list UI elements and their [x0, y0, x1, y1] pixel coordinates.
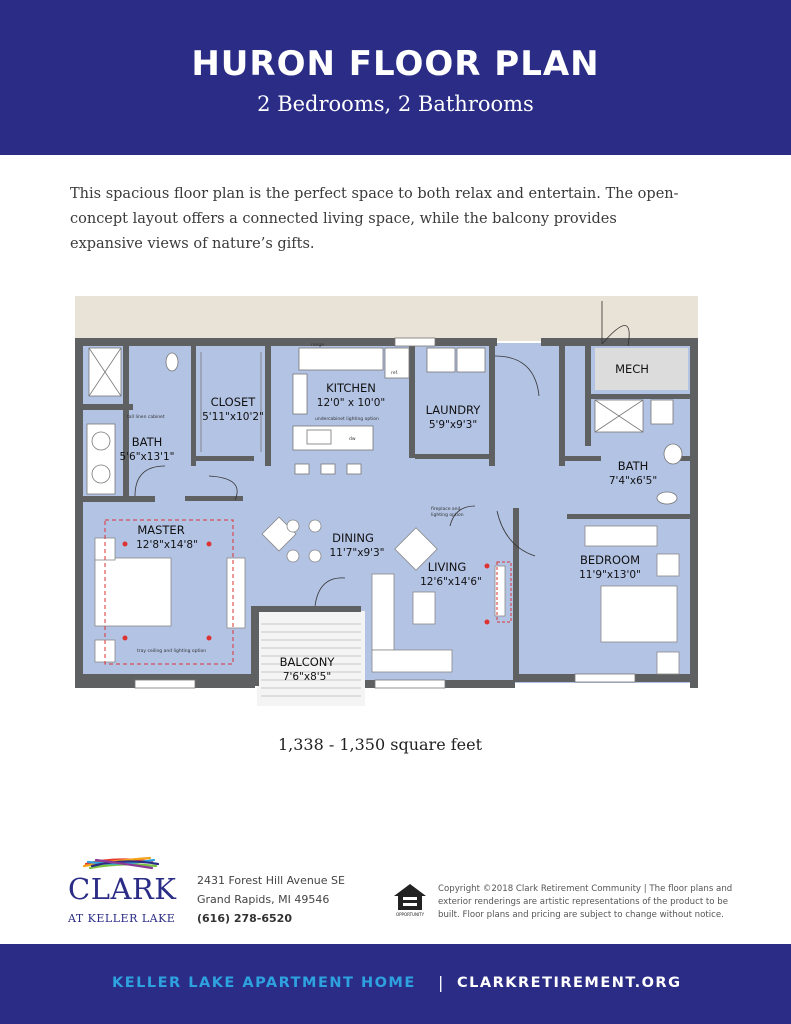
range-note: range — [311, 343, 325, 348]
footer-website-link[interactable]: CLARKRETIREMENT.ORG — [457, 975, 682, 991]
logo-subtitle: AT KELLER LAKE — [68, 912, 176, 925]
eho-text: OPPORTUNITY — [395, 912, 425, 917]
undercabinet-note: undercabinet lighting option — [315, 417, 379, 422]
page-title: HURON FLOOR PLAN — [191, 44, 600, 84]
address-line-2: Grand Rapids, MI 49546 — [197, 893, 330, 906]
equal-housing-opportunity-icon — [392, 882, 428, 918]
address-line-1: 2431 Forest Hill Avenue SE — [197, 874, 345, 887]
balcony-label: BALCONY — [279, 655, 335, 669]
ref-note: ref. — [391, 371, 399, 376]
closet-dim: 5'11"x10'2" — [202, 411, 264, 423]
master-dim: 12'8"x14'8" — [136, 539, 198, 551]
phone-number[interactable]: (616) 278-6520 — [197, 912, 292, 925]
header-banner — [0, 0, 791, 155]
laundry-label: LAUNDRY — [425, 403, 481, 417]
dining-dim: 11'7"x9'3" — [329, 547, 385, 559]
floor-plan — [75, 296, 698, 712]
living-dim: 12'6"x14'6" — [420, 576, 482, 588]
bath2-dim: 7'4"x6'5" — [608, 475, 658, 487]
living-label: LIVING — [427, 560, 467, 574]
copyright-text: Copyright ©2018 Clark Retirement Community | The floor plans and exterior renderings are artistic representations of the product to be built. Floor plans and pricing are subject to change without notice. — [438, 884, 733, 920]
intro-paragraph: This spacious floor plan is the perfect space to both relax and entertain. The open-concept layout offers a connected living space, while the balcony provides expansive views of nature’s gifts. — [70, 186, 679, 252]
logo-wordmark: CLARK — [68, 872, 177, 906]
dw-note: dw — [349, 437, 356, 442]
kitchen-dim: 12'0" x 10'0" — [316, 397, 386, 409]
linen-note: tall linen cabinet — [127, 415, 165, 420]
bedroom-label: BEDROOM — [579, 553, 641, 567]
square-footage: 1,338 - 1,350 square feet — [277, 735, 483, 754]
laundry-dim: 5'9"x9'3" — [428, 419, 478, 431]
fireplace-note-1: fireplace and — [431, 507, 461, 512]
closet-label: CLOSET — [210, 395, 256, 409]
tray-note: tray ceiling and lighting option — [137, 649, 207, 654]
master-label: MASTER — [137, 523, 185, 537]
balcony-dim: 7'6"x8'5" — [282, 671, 332, 683]
bath2-label: BATH — [617, 459, 649, 473]
footer-left-text: KELLER LAKE APARTMENT HOME — [112, 975, 416, 991]
footer-separator: | — [438, 973, 444, 992]
fireplace-note-2: lighting option — [431, 513, 464, 518]
mech-label: MECH — [615, 362, 649, 376]
address-block — [197, 871, 345, 928]
bedroom-dim: 11'9"x13'0" — [579, 569, 641, 581]
dining-label: DINING — [332, 531, 374, 545]
kitchen-label: KITCHEN — [326, 381, 376, 395]
bath1-dim: 5'6"x13'1" — [119, 451, 175, 463]
page-subtitle: 2 Bedrooms, 2 Bathrooms — [257, 92, 534, 116]
bath1-label: BATH — [131, 435, 163, 449]
